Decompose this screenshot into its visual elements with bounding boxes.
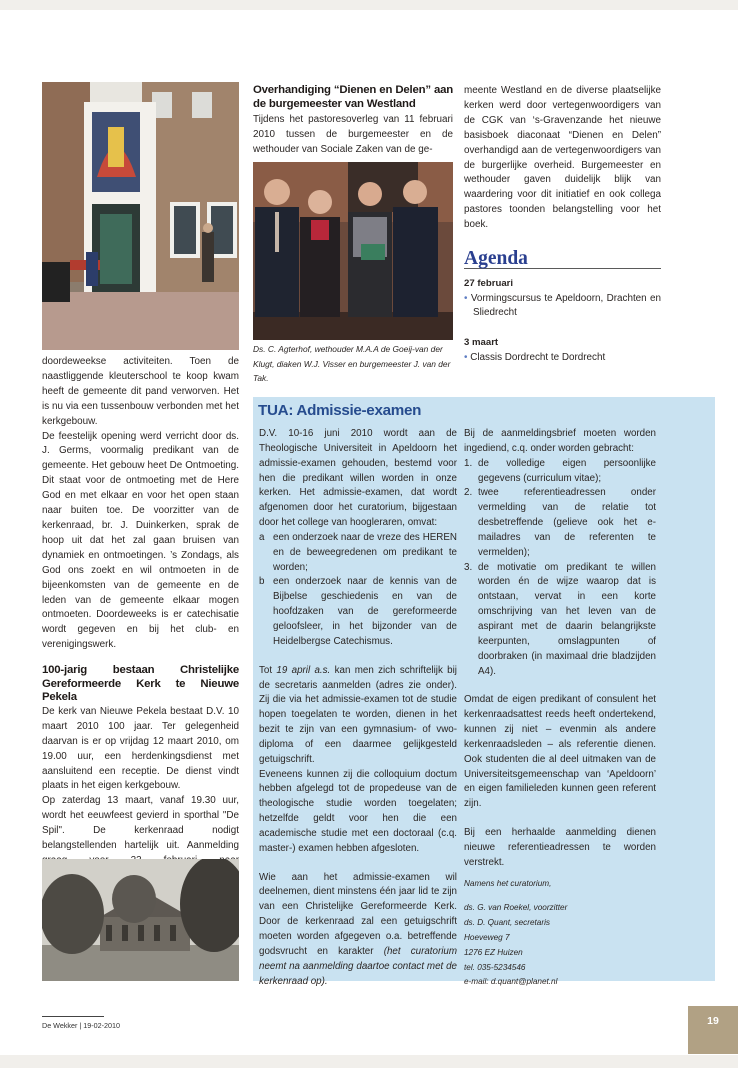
- signature-line: ds. D. Quant, secretaris: [464, 918, 551, 928]
- tua-documents-text: Bij de aanmeldingsbrief moeten worden ingediend, c.q. onder worden gebracht:: [464, 428, 656, 454]
- agenda-title: Agenda: [464, 252, 661, 269]
- bullet-icon: •: [464, 351, 471, 363]
- middle-column: [253, 84, 453, 158]
- agenda-item: • Vormingscursus te Apeldoorn, Drachten en Sliedrecht: [464, 292, 662, 319]
- old-church-photo: [42, 859, 239, 981]
- westland-text: Tijdens het pastoresoverleg van 11 februari 2010 tussen de burgemeester en de wethouder van Sociale Zaken van de ge-: [253, 114, 453, 155]
- signature-line: tel. 035-5234546: [464, 962, 526, 972]
- agenda-date: 3 maart: [464, 337, 499, 349]
- church-building-photo: [42, 82, 239, 350]
- agenda-entry-2: [464, 336, 661, 366]
- tua-left-column: [259, 427, 457, 989]
- westland-continued-text: meente Westland en de diverse plaatselijke kerken werd door vertegenwoordigers van de CGK van ‘s-Gravenzande het nieuwe basisboek diaconaat “Dienen en Delen” overhandigd aan de vertegenwoordigers van de burgerlijke overheid. Burgemeester en wethouder gaven duidelijk blijk van waardering voor dit initiatief en ook collega pastores toonden belangstelling voor het boek.: [464, 85, 661, 231]
- signature-line: ds. G. van Roekel, voorzitter: [464, 903, 568, 913]
- list-item: a een onderzoek naar de vreze des HEREN en de beweegredenen om predikant te worden;: [259, 531, 457, 573]
- signature-line: 1276 EZ Huizen: [464, 947, 523, 957]
- list-item: 2. twee referentieadressen onder vermelding van de relatie tot desbetreffende (gelieve ook het e-mailadres van de referenten te vermelden);: [464, 487, 656, 558]
- tua-repeat-text: Bij een herhaalde aanmelding dienen nieuwe referentieadressen te worden verstrekt.: [464, 827, 656, 868]
- signature-line: e-mail: d.quant@planet.nl: [464, 977, 558, 987]
- pekela-heading: 100-jarig bestaan Christelijke Gereformeerde Kerk te Nieuwe Pekela: [42, 664, 239, 704]
- tua-colloquium-text: Eveneens kunnen zij die colloquium doctum hebben afgelegd tot de propedeuse van de theologische studie worden toegelaten; hetzelfde geldt voor hen die een academische studie met een doctoraal (c.q. master-) examen hebben afgesloten.: [259, 768, 457, 854]
- agenda-item: • Classis Dordrecht te Dordrecht: [464, 351, 606, 363]
- right-column: [464, 84, 661, 366]
- tua-admission-box: [253, 397, 715, 987]
- list-item: 1. de volledige eigen persoonlijke gegevens (curriculum vitae);: [464, 457, 656, 484]
- tua-registration-text: Tot 19 april a.s. kan men zich schriftelijk bij de secretaris aanmelden (adres zie onder). Zij die via het admissie-examen tot de studie hopen toegelaten te worden, dienen in het bezit te zijn van een gymnasium- of vwo-diploma of een daarmee gelijkgesteld getuigschrift.: [259, 664, 457, 765]
- footer-publication: De Wekker | 19-02-2010: [42, 1021, 121, 1030]
- pekela-text: De kerk van Nieuwe Pekela bestaat D.V. 10 maart 2010 100 jaar. Ter gelegenheid daarvan is er op vrijdag 12 maart 2010, om 19.00 uur, een herdenkingsdienst met aansluitend een receptie. De dienst vindt plaats in het eigen kerkgebouw.: [42, 705, 239, 792]
- list-item: b een onderzoek naar de kennis van de Bijbelse geschiedenis en van de hoofdzaken van de gereformeerde geloofsleer, in het bijzonder van de Heidelbergse Catechismus.: [259, 576, 457, 647]
- left-opening-text: De feestelijk opening werd verricht door ds. J. Germs, voormalig predikant van de gemeente. Het gebouw heet De Ontmoeting. Dit staat voor de ontmoeting met de Here God en met elkaar en voor het open staan naar buiten toe. De voorzitter van de kerkenraad, br. J. Duinkerken, sprak de hoop uit dat het zal gaan bruisen van dynamiek en ontmoetingen. ’s Zondags, als God ons zoekt en wil ontmoeten in de bijeenkomsten van de gemeente en de leden van de gemeente elkaar mogen ontmoeten. Doordeweeks is er catechisatie wordt gegeven en bij het club- en verenigingswerk.: [42, 430, 239, 651]
- tua-referent-text: Omdat de eigen predikant of consulent het kerkenraadsattest reeds heeft ondertekend, kunnen zij niet – evenmin als andere kerkenraadsleden – als referentie dienen. Ook studenten die al deel uitmaken van de Universiteitsgemeenschap van ‘Apeldoorn’ en eigen familieleden kunnen geen referent zijn.: [464, 694, 656, 810]
- footer-rule: [42, 1016, 104, 1017]
- tua-right-column: [464, 427, 656, 990]
- tua-intro: D.V. 10-16 juni 2010 wordt aan de Theologische Universiteit in Apeldoorn het admissie-examen gehouden, bestemd voor hen die predikant willen worden in onze kerken. Het admissie-examen, dat wordt afgenomen door het curatorium, bijgestaan door het college van hoogleraren, omvat:: [259, 428, 457, 529]
- tua-membership-text: Wie aan het admissie-examen wil deelnemen, dient minstens één jaar lid te zijn van een Christelijke Gereformeerde Kerk. Door de kerkenraad zal een getuigschrift moeten worden afgegeven o.a. betreffende godsvrucht en karakter (het curatorium neemt na aanmelding daartoe contact met de kerkenraad op).: [259, 871, 458, 987]
- westland-heading: Overhandiging “Dienen en Delen” aan de burgemeester van Westland: [253, 84, 453, 110]
- agenda-date: 27 februari: [464, 277, 514, 289]
- agenda-entry-1: [464, 277, 661, 321]
- handover-photo: [253, 162, 453, 340]
- signature-block: [464, 877, 656, 991]
- signature-intro: Namens het curatorium,: [464, 878, 552, 888]
- tua-title: TUA: Admissie-examen: [258, 402, 422, 419]
- page-number: 19: [688, 1006, 738, 1054]
- pekela-text-2: Op zaterdag 13 maart, vanaf 19.30 uur, wordt het eeuwfeest gevierd in sporthal "De Spil". De kerkenraad nodigt belangstellenden hartelijk uit. Aanmelding: [42, 795, 239, 852]
- left-intro-text: doordeweekse activiteiten. Toen de naastliggende kleuterschool te koop kwam heeft de gemeente dit pand verworven. Het is nu via een tussenbouw verbonden met het kerkgebouw.: [42, 356, 239, 427]
- signature-line: Hoeveweg 7: [464, 933, 510, 943]
- left-column: [42, 355, 239, 899]
- handover-caption: Ds. C. Agterhof, wethouder M.A.A de Goeij-van der Klugt, diaken W.J. Visser en burgemeester J. van der Tak.: [253, 344, 451, 384]
- bullet-icon: •: [464, 292, 471, 304]
- list-item: 3. de motivatie om predikant te willen worden én de wijze waarop dat is ontstaan, vervat in een korte omschrijving van het leven van de aspirant met de daarin belangrijkste keerpunten, omslagpunten of doorbraken (in maximaal drie bladzijden A4).: [464, 561, 656, 677]
